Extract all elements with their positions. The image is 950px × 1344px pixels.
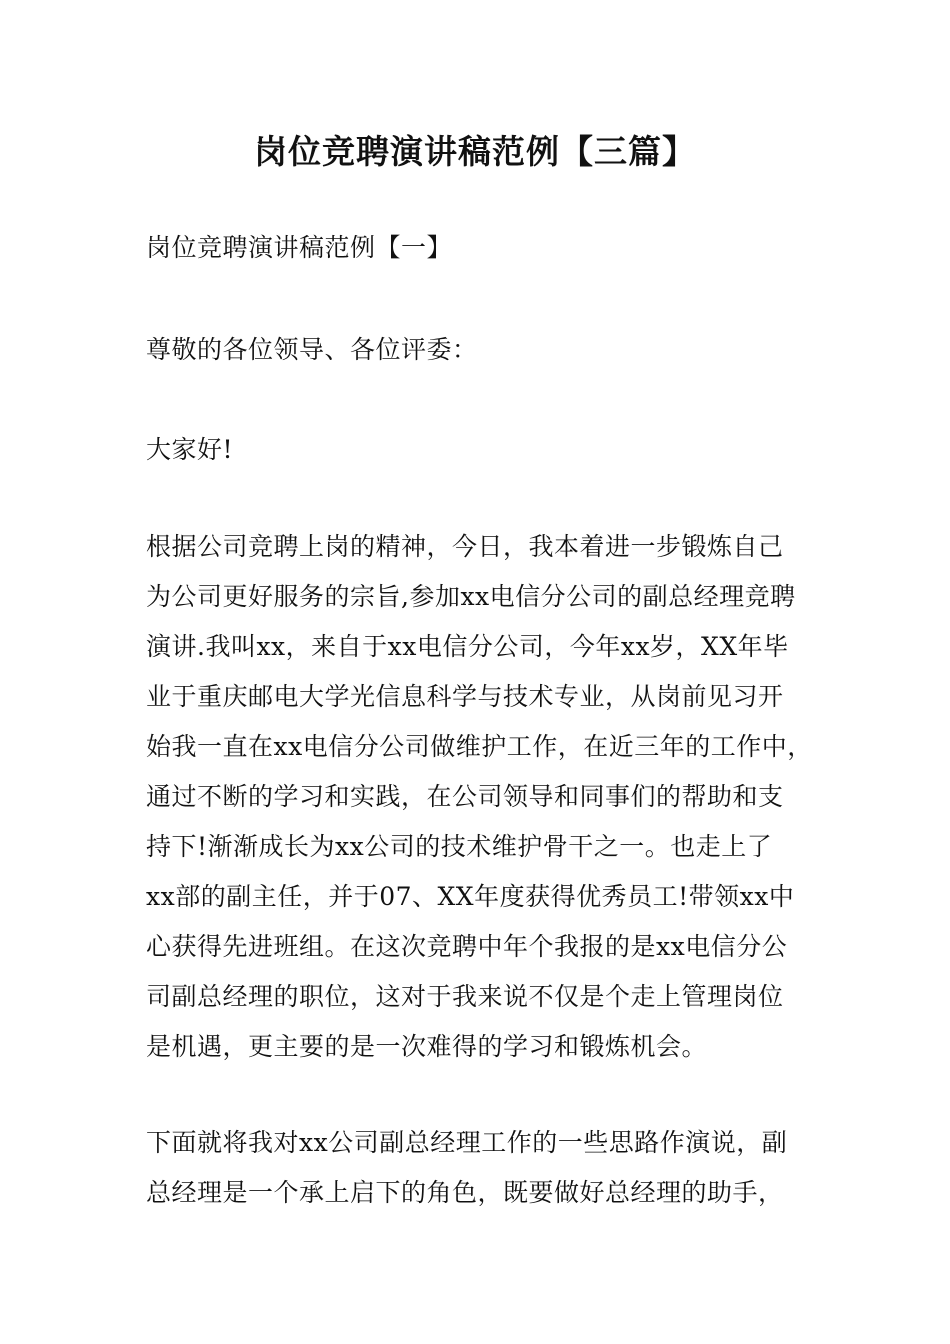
paragraph-line: 总经理是一个承上启下的角色，既要做好总经理的助手， — [146, 1178, 784, 1207]
salutation — [146, 325, 836, 375]
section-heading-text: 岗位竞聘演讲稿范例【一】 — [146, 233, 453, 262]
greeting — [146, 425, 836, 475]
paragraph-line: 心获得先进班组。在这次竞聘中年个我报的是xx电信分公 — [146, 932, 788, 961]
document-title: 岗位竞聘演讲稿范例【三篇】 — [254, 132, 696, 171]
paragraph-2 — [146, 1118, 836, 1218]
paragraph-line: 业于重庆邮电大学光信息科学与技术专业，从岗前见习开 — [146, 682, 784, 711]
salutation-text: 尊敬的各位领导、各位评委： — [146, 335, 478, 364]
greeting-text: 大家好! — [146, 435, 234, 464]
paragraph-line: 通过不断的学习和实践，在公司领导和同事们的帮助和支 — [146, 782, 784, 811]
section-heading — [146, 223, 836, 273]
paragraph-line: 根据公司竞聘上岗的精神，今日，我本着进一步锻炼自己 — [146, 532, 784, 561]
paragraph-line: 是机遇，更主要的是一次难得的学习和锻炼机会。 — [146, 1032, 708, 1061]
paragraph-line: 持下!渐渐成长为xx公司的技术维护骨干之一。也走上了 — [146, 832, 773, 861]
paragraph-line: 司副总经理的职位，这对于我来说不仅是个走上管理岗位 — [146, 982, 784, 1011]
paragraph-line: 演讲.我叫xx，来自于xx电信分公司，今年xx岁，XX年毕 — [146, 632, 789, 661]
paragraph-1 — [146, 522, 836, 1072]
paragraph-line: xx部的副主任，并于07、XX年度获得优秀员工!带领xx中 — [146, 882, 795, 911]
paragraph-line: 始我一直在xx电信分公司做维护工作，在近三年的工作中， — [146, 732, 813, 761]
paragraph-line: 为公司更好服务的宗旨,参加xx电信分公司的副总经理竞聘 — [146, 582, 796, 611]
paragraph-line: 下面就将我对xx公司副总经理工作的一些思路作演说，副 — [146, 1128, 788, 1157]
